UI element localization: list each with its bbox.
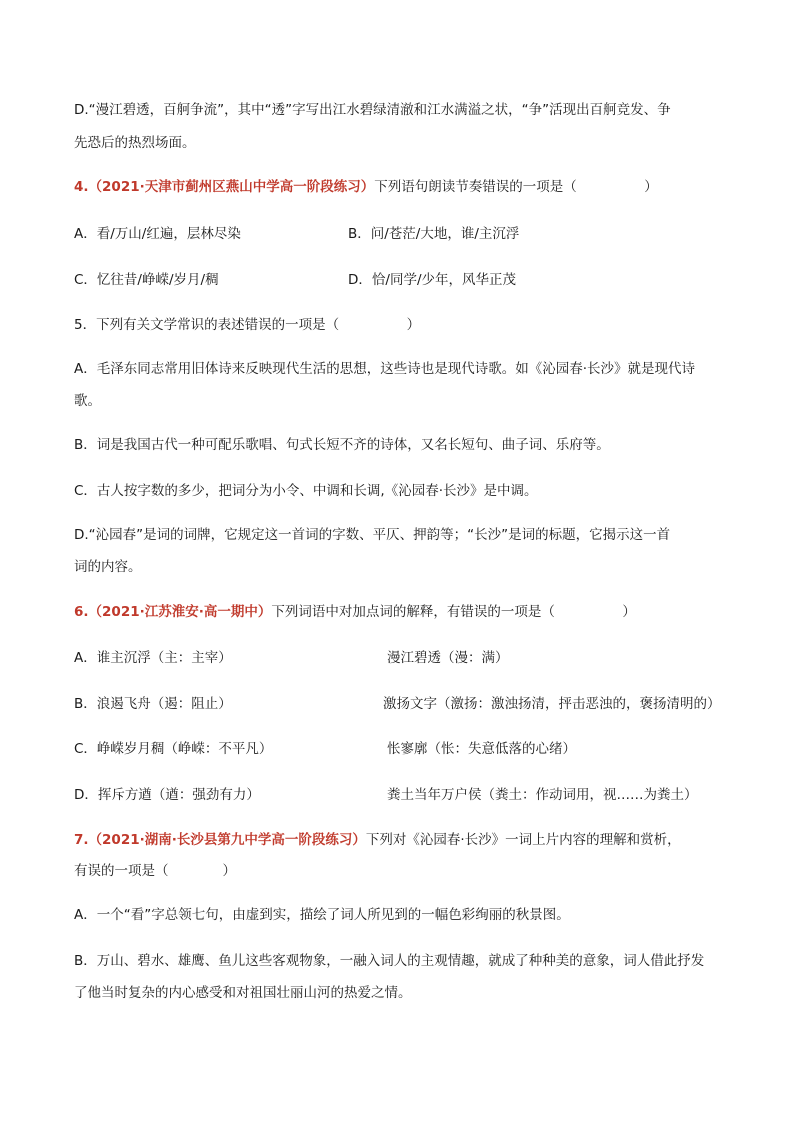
q7-stem-line2: 有误的一项是（ ） xyxy=(74,863,236,879)
q6-option-d-left: D．挥斥方遒（遒：强劲有力） xyxy=(74,787,260,803)
q7-option-b-line2: 了他当时复杂的内心感受和对祖国壮丽山河的热爱之情。 xyxy=(74,985,412,1001)
q5-option-d-line2: 词的内容。 xyxy=(74,559,142,575)
q7-option-b-line1: B．万山、碧水、雄鹰、鱼儿这些客观物象，一融入词人的主观情趣，就成了种种美的意象，词人借此抒发 xyxy=(74,953,705,969)
q6-option-c-right: 怅寥廓（怅：失意低落的心绪） xyxy=(387,741,576,757)
q6-source: （2021·江苏淮安·高一期中） xyxy=(88,604,272,620)
q7-number: 7. xyxy=(74,832,89,848)
q5-option-a-line1: A．毛泽东同志常用旧体诗来反映现代生活的思想，这些诗也是现代诗歌。如《沁园春·长沙》就是现代诗 xyxy=(74,361,696,377)
q5-option-b: B．词是我国古代一种可配乐歌唱、句式长短不齐的诗体，又名长短句、曲子词、乐府等。 xyxy=(74,437,610,453)
q7-source: （2021·湖南·长沙县第九中学高一阶段练习） xyxy=(88,832,366,848)
q4-option-a: A．看/万山/红遍，层林尽染 xyxy=(74,226,241,242)
q6-stem-text: 下列词语中对加点词的解释，有错误的一项是（ ） xyxy=(271,604,636,620)
q3-option-d-line2: 先恐后的热烈场面。 xyxy=(74,135,196,151)
q4-number: 4. xyxy=(74,179,89,195)
q5-option-c: C．古人按字数的多少，把词分为小令、中调和长调,《沁园春·长沙》是中调。 xyxy=(74,483,538,499)
q6-stem xyxy=(74,602,754,622)
q5-option-d-line1: D.“沁园春”是词的词牌，它规定这一首词的字数、平仄、押韵等；“长沙”是词的标题，它揭示这一首 xyxy=(74,527,671,543)
q5-option-a-line2: 歌。 xyxy=(74,393,101,409)
q7-stem-line1 xyxy=(74,830,754,850)
q4-source: （2021·天津市蓟州区燕山中学高一阶段练习） xyxy=(88,179,375,195)
q6-option-a-left: A．谁主沉浮（主：主宰） xyxy=(74,650,232,666)
q6-number: 6. xyxy=(74,604,89,620)
q6-option-c-left: C．峥嵘岁月稠（峥嵘：不平凡） xyxy=(74,741,273,757)
q4-option-b: B．问/苍茫/大地，谁/主沉浮 xyxy=(348,226,520,242)
q7-option-a: A．一个“看”字总领七句，由虚到实，描绘了词人所见到的一幅色彩绚丽的秋景图。 xyxy=(74,907,570,923)
q6-option-a-right: 漫江碧透（漫：满） xyxy=(387,650,509,666)
q4-option-c: C．忆往昔/峥嵘/岁月/稠 xyxy=(74,272,219,288)
q6-option-b-left: B．浪遏飞舟（遏：阻止） xyxy=(74,696,232,712)
q7-stem-text: 下列对《沁园春·长沙》一词上片内容的理解和赏析， xyxy=(365,832,681,848)
q5-stem: 5．下列有关文学常识的表述错误的一项是（ ） xyxy=(74,317,421,333)
q4-stem xyxy=(74,177,754,197)
q6-option-d-right: 粪土当年万户侯（粪土：作动词用，视……为粪土） xyxy=(387,787,698,803)
q4-stem-text: 下列语句朗读节奏错误的一项是（ ） xyxy=(374,179,658,195)
q3-option-d-line1: D.“漫江碧透，百舸争流”，其中“透”字写出江水碧绿清澈和江水满溢之状，“争”活现出百舸竞发、争 xyxy=(74,102,671,118)
q6-option-b-right: 激扬文字（激扬：激浊扬清，抨击恶浊的，褒扬清明的） xyxy=(383,696,721,712)
q4-option-d: D．恰/同学/少年，风华正茂 xyxy=(348,272,516,288)
